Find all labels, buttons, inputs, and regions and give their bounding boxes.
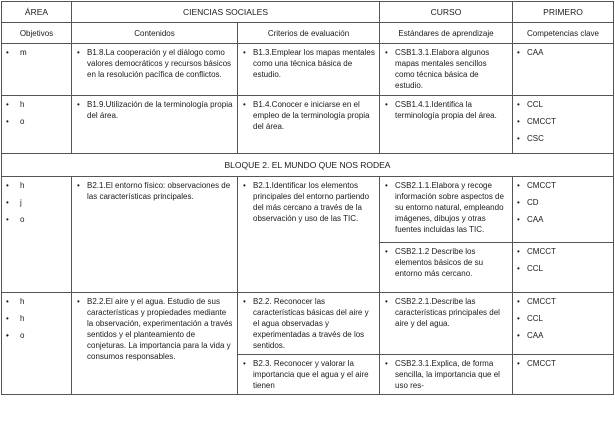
course-label: CURSO [380, 2, 513, 23]
competencias-cell [513, 243, 614, 293]
estandar-cell [380, 177, 513, 243]
criterio-text: • B2.3. Reconocer y valorar la importancia que el agua y el aire tienen [242, 358, 375, 391]
objetivos-cell [2, 96, 72, 154]
competencias-cell [513, 355, 614, 395]
objective-item: • o [6, 330, 67, 341]
competencia-item: • CSC [517, 133, 609, 144]
competencia-item: • CCL [517, 99, 609, 110]
estandar-cell [380, 293, 513, 355]
competencia-item: • CCL [517, 263, 609, 274]
estandar-cell [380, 355, 513, 395]
competencia-item: • CAA [517, 330, 609, 341]
criterio-text: • B2.2. Reconocer las características básicas del aire y el agua observadas y experimentadas a través de los sentidos. [242, 296, 375, 351]
contenido-cell [72, 177, 238, 293]
contenido-cell [72, 293, 238, 395]
col-criterios: Criterios de evaluación [238, 23, 380, 44]
objective-item: • o [6, 214, 67, 225]
criterio-cell [238, 293, 380, 355]
contenido-text: • B2.2.El aire y el agua. Estudio de sus características y propiedades mediante la observación, experimentación a través sentidos y el planteamiento de conjeturas. La importancia para la vida y consumos responsables. [76, 296, 233, 362]
competencia-item: • CMCCT [517, 296, 609, 307]
column-headers [2, 23, 614, 44]
header-row [2, 2, 614, 23]
competencia-item: • CMCCT [517, 358, 609, 369]
estandar-cell [380, 243, 513, 293]
competencias-cell [513, 44, 614, 96]
criterio-text: • B1.4.Conocer e iniciarse en el empleo de la terminología propia del área. [242, 99, 375, 132]
objective-item: • o [6, 116, 67, 127]
objective-item: • h [6, 180, 67, 191]
competencias-cell [513, 293, 614, 355]
criterio-text: • B2.1.Identificar los elementos principales del entorno partiendo del más cercano a través de la observación y uso de las TIC. [242, 180, 375, 224]
competencias-cell [513, 177, 614, 243]
objective-item: • h [6, 313, 67, 324]
objective-item: • h [6, 99, 67, 110]
block-title: BLOQUE 2. EL MUNDO QUE NOS RODEA [2, 154, 614, 177]
competencias-cell [513, 96, 614, 154]
estandar-text: • CSB2.1.2 Describe los elementos básicos de su entorno más cercano. [384, 246, 508, 279]
competencia-item: • CD [517, 197, 609, 208]
contenido-cell [72, 96, 238, 154]
competencia-item: • CMCCT [517, 116, 609, 127]
criterio-text: • B1.3.Emplear los mapas mentales como una técnica básica de estudio. [242, 47, 375, 80]
competencia-item: • CMCCT [517, 180, 609, 191]
estandar-text: • CSB2.3.1.Explica, de forma sencilla, la importancia que el uso res- [384, 358, 508, 391]
table-row [2, 177, 614, 243]
estandar-text: • CSB1.4.1.Identifica la terminología propia del área. [384, 99, 508, 121]
curriculum-table [1, 1, 614, 395]
table-row [2, 44, 614, 96]
criterio-cell [238, 355, 380, 395]
block-title-row [2, 154, 614, 177]
table-row [2, 96, 614, 154]
estandar-cell [380, 44, 513, 96]
subject-title: CIENCIAS SOCIALES [72, 2, 380, 23]
contenido-text: • B2.1.El entorno físico: observaciones de las características principales. [76, 180, 233, 202]
area-label: ÁREA [2, 2, 72, 23]
objective-item: • m [6, 47, 67, 58]
objetivos-cell [2, 44, 72, 96]
competencia-item: • CCL [517, 313, 609, 324]
objective-item: • j [6, 197, 67, 208]
criterio-cell [238, 177, 380, 293]
estandar-text: • CSB2.2.1.Describe las características principales del aire y del agua. [384, 296, 508, 329]
contenido-cell [72, 44, 238, 96]
criterio-cell [238, 96, 380, 154]
estandar-cell [380, 96, 513, 154]
objetivos-cell [2, 177, 72, 293]
col-competencias: Competencias clave [513, 23, 614, 44]
contenido-text: • B1.8.La cooperación y el diálogo como valores democráticos y recursos básicos en la resolución pacífica de conflictos. [76, 47, 233, 80]
contenido-text: • B1.9.Utilización de la terminología propia del área. [76, 99, 233, 121]
competencia-item: • CMCCT [517, 246, 609, 257]
estandar-text: • CSB1.3.1.Elabora algunos mapas mentales sencillos como técnica básica de estudio. [384, 47, 508, 91]
objective-item: • h [6, 296, 67, 307]
estandar-text: • CSB2.1.1.Elabora y recoge información sobre aspectos de su entorno natural, empleando imágenes, dibujos y otras fuentes incluidas las TIC. [384, 180, 508, 235]
col-objetivos: Objetivos [2, 23, 72, 44]
competencia-item: • CAA [517, 214, 609, 225]
col-contenidos: Contenidos [72, 23, 238, 44]
competencia-item: • CAA [517, 47, 609, 58]
col-estandares: Estándares de aprendizaje [380, 23, 513, 44]
objetivos-cell [2, 293, 72, 395]
table-row [2, 293, 614, 355]
criterio-cell [238, 44, 380, 96]
course-value: PRIMERO [513, 2, 614, 23]
